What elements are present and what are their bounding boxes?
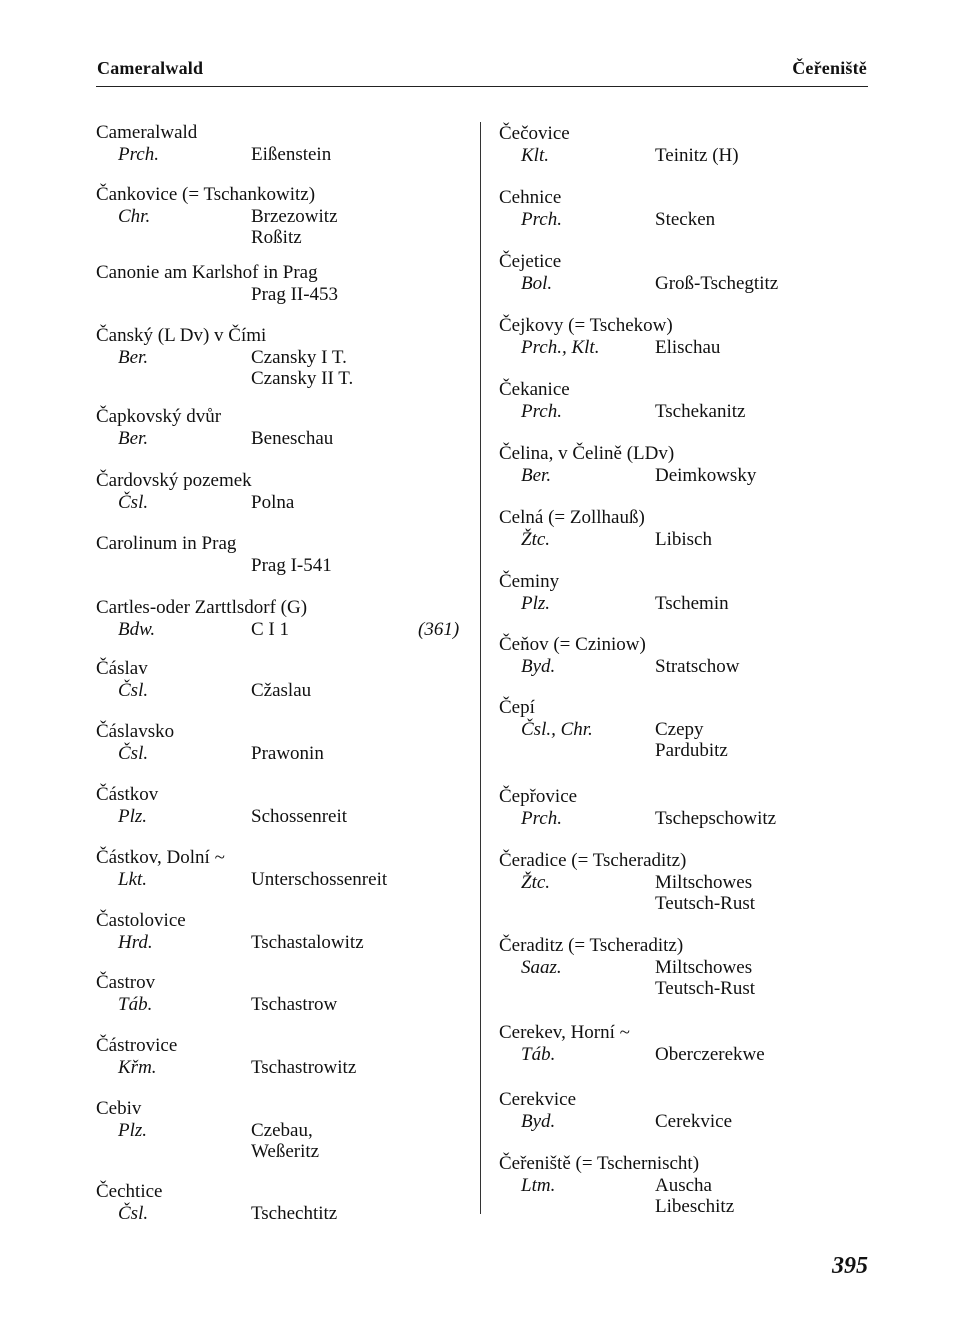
index-entry xyxy=(96,721,456,764)
district-abbreviation: Prch. xyxy=(521,807,562,829)
column-divider xyxy=(480,122,481,1214)
district-abbreviation: Prch. xyxy=(118,143,159,165)
index-entry xyxy=(96,658,456,701)
district-abbreviation: Čsl. xyxy=(118,742,149,764)
district-abbreviation: Byd. xyxy=(521,1110,556,1132)
district-abbreviation: Ber. xyxy=(521,464,552,486)
german-name: Eißenstein xyxy=(251,143,332,165)
german-name: Tschepschowitz xyxy=(655,807,777,829)
district-abbreviation: Křm. xyxy=(118,1056,157,1078)
index-entry xyxy=(499,571,859,614)
entry-name: Čepřovice xyxy=(499,786,578,807)
index-entry xyxy=(96,910,456,953)
index-entry xyxy=(96,533,456,576)
german-name: Miltschowes xyxy=(655,871,753,893)
german-name: Tschastrowitz xyxy=(251,1056,357,1078)
entry-name: Čejetice xyxy=(499,251,562,272)
entry-name: Čáslav xyxy=(96,658,148,679)
german-name: Czebau, xyxy=(251,1119,313,1141)
district-abbreviation: Plz. xyxy=(118,805,148,827)
district-abbreviation: Bol. xyxy=(521,272,553,294)
index-entry xyxy=(499,1022,859,1065)
entry-name: Cerekvice xyxy=(499,1089,577,1110)
entry-name: Čeřeniště (= Tschernischt) xyxy=(499,1153,700,1174)
index-entry xyxy=(96,184,456,249)
entry-name: Částkov xyxy=(96,784,159,805)
district-abbreviation: Čsl. xyxy=(118,679,149,701)
index-entry xyxy=(499,1153,859,1218)
index-entry xyxy=(96,1098,456,1163)
entry-name: Čeradice (= Tscheraditz) xyxy=(499,850,687,871)
german-name: Prawonin xyxy=(251,742,324,764)
page-number: 395 xyxy=(832,1253,868,1279)
german-name: C I 1 xyxy=(251,618,289,640)
index-entry xyxy=(499,379,859,422)
entry-name: Čanský (L Dv) v Čími xyxy=(96,325,267,346)
german-name: Miltschowes xyxy=(655,956,753,978)
german-name: Stecken xyxy=(655,208,716,230)
entry-name: Čardovský pozemek xyxy=(96,470,252,491)
index-entry xyxy=(96,122,456,165)
entry-name: Čeminy xyxy=(499,571,560,592)
index-entry xyxy=(499,443,859,486)
index-entry xyxy=(499,123,859,166)
german-name: Oberczerekwe xyxy=(655,1043,765,1065)
german-name: Deimkowsky xyxy=(655,464,757,486)
district-abbreviation: Bdw. xyxy=(118,618,156,640)
district-abbreviation: Hrd. xyxy=(118,931,153,953)
german-name: Czansky I T. xyxy=(251,346,347,368)
index-entry xyxy=(499,1089,859,1132)
index-entry xyxy=(96,1035,456,1078)
district-abbreviation: Žtc. xyxy=(521,528,551,550)
index-entry xyxy=(96,262,456,305)
entry-name: Čejkovy (= Tschekow) xyxy=(499,315,673,336)
entry-name: Cehnice xyxy=(499,187,562,208)
german-name: Roßitz xyxy=(251,227,302,248)
german-name: Weßeritz xyxy=(251,1141,320,1162)
german-name: Elischau xyxy=(655,336,721,358)
index-entry xyxy=(499,251,859,294)
district-abbreviation: Čsl., Chr. xyxy=(521,718,593,740)
index-entry xyxy=(499,634,859,677)
district-abbreviation: Ltm. xyxy=(521,1174,556,1196)
district-abbreviation: Plz. xyxy=(118,1119,148,1141)
index-entry xyxy=(499,507,859,550)
index-entry xyxy=(499,697,859,762)
entry-name: Cartles-oder Zarttlsdorf (G) xyxy=(96,597,308,618)
german-name: Libeschitz xyxy=(655,1196,735,1217)
entry-name: Čepí xyxy=(499,697,535,718)
entry-name: Čeraditz (= Tscheraditz) xyxy=(499,935,684,956)
district-abbreviation: Ber. xyxy=(118,427,149,449)
entry-name: Čáslavsko xyxy=(96,721,175,742)
district-abbreviation: Čsl. xyxy=(118,491,149,513)
entry-name: Čečovice xyxy=(499,123,570,144)
district-abbreviation: Saaz. xyxy=(521,956,562,978)
german-name: Tschastrow xyxy=(251,993,338,1015)
entry-name: Čankovice (= Tschankowitz) xyxy=(96,184,316,205)
german-name: Prag I-541 xyxy=(251,554,332,576)
index-entry xyxy=(96,972,456,1015)
german-name: Tschechtitz xyxy=(251,1202,338,1224)
entry-name: Canonie am Karlshof in Prag xyxy=(96,262,318,283)
district-abbreviation: Klt. xyxy=(521,144,549,166)
district-abbreviation: Lkt. xyxy=(118,868,148,890)
german-name: Czansky II T. xyxy=(251,368,354,389)
entry-name: Částkov, Dolní ~ xyxy=(96,847,225,868)
index-entry xyxy=(96,1181,456,1224)
entry-name: Čapkovský dvůr xyxy=(96,406,222,427)
page-reference: (361) xyxy=(418,618,460,640)
district-abbreviation: Byd. xyxy=(521,655,556,677)
german-name: Tschekanitz xyxy=(655,400,746,422)
index-entry xyxy=(499,315,859,358)
index-entry xyxy=(499,786,859,829)
german-name: Tschastalowitz xyxy=(251,931,364,953)
german-name: Czepy xyxy=(655,718,704,740)
district-abbreviation: Prch., Klt. xyxy=(521,336,600,358)
german-name: Cžaslau xyxy=(251,679,312,701)
district-abbreviation: Táb. xyxy=(118,993,153,1015)
entry-name: Čelina, v Čelině (LDv) xyxy=(499,443,675,464)
entry-name: Částrovice xyxy=(96,1035,178,1056)
district-abbreviation: Ber. xyxy=(118,346,149,368)
index-entry xyxy=(499,187,859,230)
index-entry xyxy=(96,784,456,827)
entry-name: Cameralwald xyxy=(96,122,198,143)
index-entry xyxy=(96,470,456,513)
german-name: Teinitz (H) xyxy=(655,144,739,166)
running-head-right: Čeřeniště xyxy=(792,58,867,78)
entry-name: Celná (= Zollhauß) xyxy=(499,507,645,528)
district-abbreviation: Táb. xyxy=(521,1043,556,1065)
entry-name: Carolinum in Prag xyxy=(96,533,237,554)
index-entry xyxy=(96,406,456,449)
german-name: Groß-Tschegtitz xyxy=(655,272,779,294)
german-name: Pardubitz xyxy=(655,740,728,761)
german-name: Schossenreit xyxy=(251,805,348,827)
german-name: Polna xyxy=(251,491,295,513)
german-name: Teutsch-Rust xyxy=(655,893,755,914)
index-entry xyxy=(499,935,859,1000)
entry-name: Cerekev, Horní ~ xyxy=(499,1022,630,1043)
entry-name: Cebiv xyxy=(96,1098,142,1119)
german-name: Libisch xyxy=(655,528,712,550)
district-abbreviation: Prch. xyxy=(521,208,562,230)
german-name: Beneschau xyxy=(251,427,334,449)
german-name: Auscha xyxy=(655,1174,712,1196)
entry-name: Čekanice xyxy=(499,379,570,400)
german-name: Brzezowitz xyxy=(251,205,338,227)
district-abbreviation: Chr. xyxy=(118,205,151,227)
entry-name: Častolovice xyxy=(96,910,186,931)
index-entry xyxy=(96,847,456,890)
district-abbreviation: Čsl. xyxy=(118,1202,149,1224)
district-abbreviation: Prch. xyxy=(521,400,562,422)
district-abbreviation: Plz. xyxy=(521,592,551,614)
german-name: Teutsch-Rust xyxy=(655,978,755,999)
index-entry xyxy=(96,597,460,640)
district-abbreviation: Žtc. xyxy=(521,871,551,893)
entry-name: Čeňov (= Cziniow) xyxy=(499,634,646,655)
running-head-left: Cameralwald xyxy=(97,58,204,78)
header-rule xyxy=(96,86,868,87)
entry-name: Častrov xyxy=(96,972,156,993)
entry-name: Čechtice xyxy=(96,1181,163,1202)
index-entry xyxy=(499,850,859,915)
german-name: Prag II-453 xyxy=(251,283,339,305)
german-name: Unterschossenreit xyxy=(251,868,388,890)
german-name: Stratschow xyxy=(655,655,740,677)
german-name: Cerekvice xyxy=(655,1110,733,1132)
index-entry xyxy=(96,325,456,390)
german-name: Tschemin xyxy=(655,592,729,614)
